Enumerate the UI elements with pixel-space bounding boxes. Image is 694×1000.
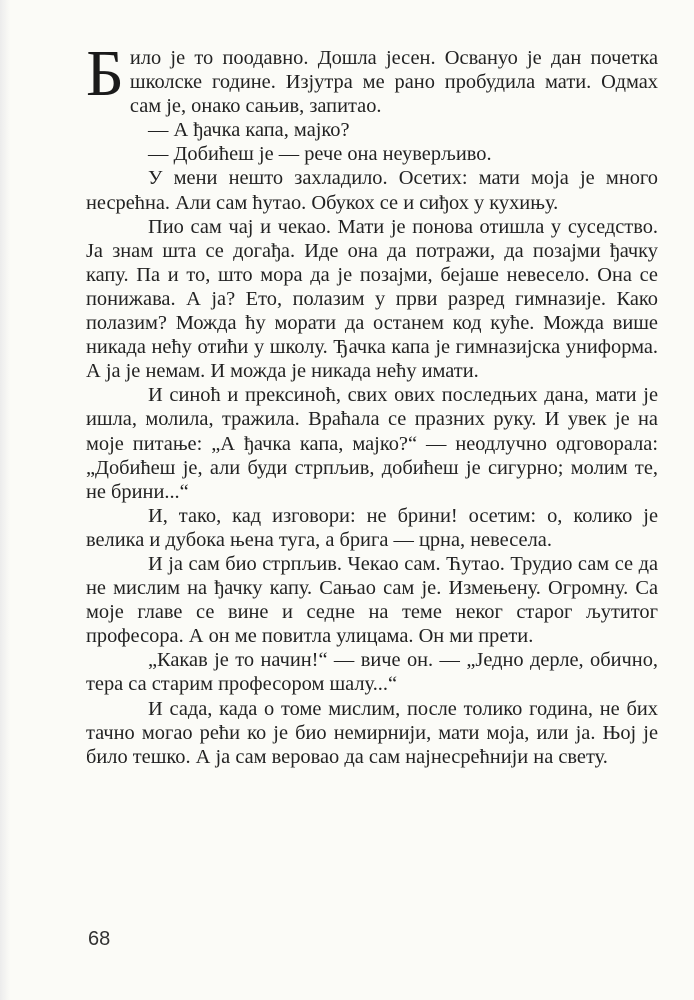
paragraph-5: Пио сам чај и чекао. Мати је понова отишла у суседство. Ја знам шта се догађа. Иде она да потражи, да позајми ђачку капу. Па и то, што мора да је позајми, бејаше невесело. Она се понижава. А ја? Ето, полазим у први разред гимназије. Како полазим? Можда ћу морати да останем код куће. Можда више никада нећу отићи у школу. Ђачка капа је гимназијска униформа. А ја је немам. И можда је никада нећу имати. bbox=[86, 215, 658, 383]
paragraph-7: И, тако, кад изговори: не брини! осетим: о, колико је велика и дубока њена туга, а брига — црна, невесела. bbox=[86, 504, 658, 551]
paragraph-3: — Добићеш је — рече она неуверљиво. bbox=[148, 143, 492, 166]
drop-cap: Б bbox=[86, 37, 124, 110]
paragraph-8: И ја сам био стрпљив. Чекао сам. Ћутао. Трудио сам се да не мислим на ђачку капу. Сањао сам је. Измењену. Огромну. Са моје главе се вине и седне на теме неког старог љутитог професора. А он ме повитла улицама. Он ми прети. bbox=[86, 552, 658, 648]
paragraph-10: И сада, када о томе мислим, после толико година, не бих тачно могао рећи ко је био немирнији, мати моја, или ја. Њој је било тешко. А ја сам веровао да сам најнесрећнији на свету. bbox=[86, 697, 658, 768]
paragraph-6: И синоћ и прексиноћ, свих ових последњих дана, мати је ишла, молила, тражила. Враћала се празних руку. И увек је на моје питање: „А ђачка капа, мајко?“ — неодлучно одговорала: „Добићеш је, али буди стрпљив, добићеш је сигурно; молим те, не брини...“ bbox=[86, 384, 658, 503]
paragraph-9: „Какав је то начин!“ — виче он. — „Једно дерле, обично, тера са старим професором шалу...“ bbox=[86, 649, 658, 696]
paragraph-2: — А ђачка капа, мајко? bbox=[148, 119, 350, 142]
page-number: 68 bbox=[88, 928, 111, 950]
page-gutter-shadow bbox=[0, 0, 10, 1000]
paragraph-1 bbox=[86, 37, 658, 118]
paragraph-1-text: ило је то поодавно. Дошла јесен. Освануо је дан почетка школске године. Изјутра ме рано пробудила мати. Одмах сам је, онако сањив, запитао. bbox=[129, 47, 658, 118]
paragraph-4: У мени нешто захладило. Осетих: мати моја је много несрећна. Али сам ћутао. Обукох се и сиђох у кухињу. bbox=[86, 167, 658, 214]
body-text bbox=[86, 37, 658, 769]
